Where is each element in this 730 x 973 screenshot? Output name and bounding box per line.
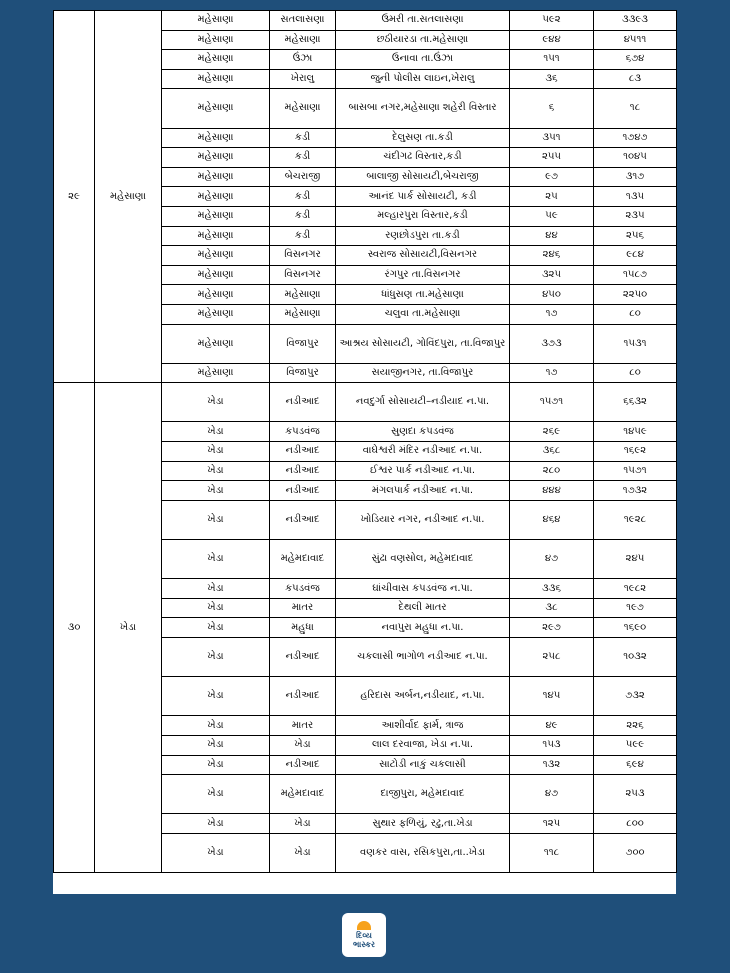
houses-cell: ૧૭ <box>510 304 594 324</box>
area-cell: બાલાજી સોસાયટી,બેચરાજી <box>336 167 510 187</box>
area-cell: આનંદ પાર્ક સોસાયટી, કડી <box>336 187 510 207</box>
houses-cell: ૩૬૮ <box>510 442 594 462</box>
area-cell: સુથાર ફળિયું, રઢુ,તા.ખેડા <box>336 814 510 834</box>
district-cell: મહેસાણા <box>162 167 270 187</box>
table-row <box>54 383 677 422</box>
houses-cell: ૪૪૪ <box>510 481 594 501</box>
houses-cell: ૩૫૧ <box>510 128 594 148</box>
houses-cell: ૧૧૮ <box>510 833 594 872</box>
area-cell: આશ્રય સોસાયટી, ગોવિંદપુરા, તા.વિજાપુર <box>336 324 510 363</box>
taluka-cell: કડી <box>270 187 336 207</box>
district-cell: મહેસાણા <box>162 187 270 207</box>
taluka-cell: કપડવંજ <box>270 422 336 442</box>
taluka-cell: કડી <box>270 128 336 148</box>
district-cell: ખેડા <box>162 598 270 618</box>
houses-cell: ૧૨૫ <box>510 814 594 834</box>
taluka-cell: માતર <box>270 716 336 736</box>
houses-cell: ૯૭ <box>510 167 594 187</box>
area-cell: દેથલી માતર <box>336 598 510 618</box>
population-cell: ૬૯૪ <box>594 755 677 775</box>
taluka-cell: વિસનગર <box>270 246 336 266</box>
district-cell: ખેડા <box>162 618 270 638</box>
taluka-cell: નડીઆદ <box>270 500 336 539</box>
district-cell: ખેડા <box>162 755 270 775</box>
houses-cell: ૯૪૪ <box>510 30 594 50</box>
district-cell: મહેસાણા <box>162 324 270 363</box>
population-cell: ૩૧૭ <box>594 167 677 187</box>
population-cell: ૧૭૪૭ <box>594 128 677 148</box>
area-cell: ચલુવા તા.મહેસાણા <box>336 304 510 324</box>
area-cell: ઈશ્વર પાર્ક નડીઆદ ન.પા. <box>336 461 510 481</box>
area-cell: સ્વરાજ સોસાયટી,વિસનગર <box>336 246 510 266</box>
area-cell: સયાજીનગર, તા.વિજાપુર <box>336 363 510 383</box>
district-cell: ખેડા <box>162 735 270 755</box>
area-cell: ખોડિયાર નગર, નડીઆદ ન.પા. <box>336 500 510 539</box>
district-cell: ખેડા <box>162 814 270 834</box>
district-cell: ખેડા <box>162 383 270 422</box>
houses-cell: ૨૫૫ <box>510 148 594 168</box>
taluka-cell: કપડવંજ <box>270 579 336 599</box>
district-cell: મહેસાણા <box>162 89 270 128</box>
area-cell: ધાંધુસણ તા.મહેસાણા <box>336 285 510 305</box>
district-cell: મહેસાણા <box>162 50 270 70</box>
population-cell: ૧૫૩૧ <box>594 324 677 363</box>
taluka-cell: નડીઆદ <box>270 677 336 716</box>
taluka-cell: નડીઆદ <box>270 442 336 462</box>
district-cell: મહેસાણા <box>162 148 270 168</box>
taluka-cell: મહેસાણા <box>270 89 336 128</box>
population-cell: ૧૯૨૮ <box>594 500 677 539</box>
taluka-cell: માતર <box>270 598 336 618</box>
houses-cell: ૪૬૪ <box>510 500 594 539</box>
area-cell: સાટોડી નાકું ચકલાસી <box>336 755 510 775</box>
taluka-cell: નડીઆદ <box>270 638 336 677</box>
area-cell: લાલ દરવાજા, ખેડા ન.પા. <box>336 735 510 755</box>
taluka-cell: ખેરાલુ <box>270 69 336 89</box>
district-group-cell: ખેડા <box>95 383 162 873</box>
district-cell: ખેડા <box>162 775 270 814</box>
houses-cell: ૪૭ <box>510 540 594 579</box>
serial-number-cell: ૩૦ <box>54 383 95 873</box>
taluka-cell: મહેસાણા <box>270 30 336 50</box>
serial-number-cell: ૨૯ <box>54 11 95 383</box>
district-cell: ખેડા <box>162 833 270 872</box>
population-cell: ૧૯૮૨ <box>594 579 677 599</box>
district-cell: ખેડા <box>162 442 270 462</box>
area-cell: નવાપુરા મહુધા ન.પા. <box>336 618 510 638</box>
taluka-cell: નડીઆદ <box>270 481 336 501</box>
population-cell: ૧૪૫૯ <box>594 422 677 442</box>
district-cell: મહેસાણા <box>162 265 270 285</box>
area-cell: મંગલપાર્ક નડીઆદ ન.પા. <box>336 481 510 501</box>
houses-cell: ૨૮૦ <box>510 461 594 481</box>
district-cell: ખેડા <box>162 579 270 599</box>
district-cell: મહેસાણા <box>162 30 270 50</box>
area-cell: દેલુસણ તા.કડી <box>336 128 510 148</box>
population-cell: ૧૯૭ <box>594 598 677 618</box>
area-cell: મલ્હારપુરા વિસ્તાર,કડી <box>336 206 510 226</box>
taluka-cell: કડી <box>270 226 336 246</box>
district-cell: ખેડા <box>162 638 270 677</box>
population-cell: ૨૪૫ <box>594 540 677 579</box>
area-cell: રણછોડપુરા તા.કડી <box>336 226 510 246</box>
district-cell: મહેસાણા <box>162 246 270 266</box>
population-cell: ૭૦૦ <box>594 833 677 872</box>
area-cell: બાસબા નગર,મહેસાણા શહેરી વિસ્તાર <box>336 89 510 128</box>
population-cell: ૨૫૬ <box>594 226 677 246</box>
houses-cell: ૨૪૬ <box>510 246 594 266</box>
population-cell: ૨૨૬ <box>594 716 677 736</box>
area-cell: આશીર્વાદ ફાર્મ, ત્રાજ <box>336 716 510 736</box>
area-cell: છઠીયારડા તા.મહેસાણા <box>336 30 510 50</box>
taluka-cell: કડી <box>270 148 336 168</box>
taluka-cell: નડીઆદ <box>270 461 336 481</box>
houses-cell: ૩૮ <box>510 598 594 618</box>
houses-cell: ૪૭ <box>510 775 594 814</box>
taluka-cell: ખેડા <box>270 735 336 755</box>
district-cell: મહેસાણા <box>162 128 270 148</box>
taluka-cell: કડી <box>270 206 336 226</box>
district-group-cell: મહેસાણા <box>95 11 162 383</box>
taluka-cell: વિસનગર <box>270 265 336 285</box>
population-cell: ૧૫૮૭ <box>594 265 677 285</box>
houses-cell: ૪૪ <box>510 226 594 246</box>
area-cell: નવદુર્ગા સોસાયટી–નડીયાદ ન.પા. <box>336 383 510 422</box>
taluka-cell: નડીઆદ <box>270 755 336 775</box>
taluka-cell: ખેડા <box>270 833 336 872</box>
houses-cell: ૨૯૭ <box>510 618 594 638</box>
population-cell: ૨૨૫૦ <box>594 285 677 305</box>
population-cell: ૭૩૨ <box>594 677 677 716</box>
taluka-cell: બેચરાજી <box>270 167 336 187</box>
area-cell: હરિદાસ અર્બન,નડીયાદ, ન.પા. <box>336 677 510 716</box>
taluka-cell: ખેડા <box>270 814 336 834</box>
houses-cell: ૩૬ <box>510 69 594 89</box>
area-cell: જુની પોલીસ લાઇન,ખેરાલુ <box>336 69 510 89</box>
houses-cell: ૪૫૦ <box>510 285 594 305</box>
population-cell: ૮૩ <box>594 69 677 89</box>
area-cell: સુણદા કપડવંજ <box>336 422 510 442</box>
district-cell: ખેડા <box>162 481 270 501</box>
houses-cell: ૪૯ <box>510 716 594 736</box>
houses-cell: ૨૫ <box>510 187 594 207</box>
population-cell: ૧૦૩૨ <box>594 638 677 677</box>
area-cell: ચંદીગઢ વિસ્તાર,કડી <box>336 148 510 168</box>
population-cell: ૨૫૩ <box>594 775 677 814</box>
population-cell: ૧૮ <box>594 89 677 128</box>
population-cell: ૫૯૯ <box>594 735 677 755</box>
houses-cell: ૧૩૨ <box>510 755 594 775</box>
district-cell: મહેસાણા <box>162 69 270 89</box>
taluka-cell: વિજાપુર <box>270 363 336 383</box>
district-cell: મહેસાણા <box>162 363 270 383</box>
logo-sun-icon <box>357 921 371 930</box>
area-cell: રંગપુર તા.વિસનગર <box>336 265 510 285</box>
population-cell: ૬૬૩૨ <box>594 383 677 422</box>
houses-cell: ૧૭ <box>510 363 594 383</box>
taluka-cell: મહુધા <box>270 618 336 638</box>
population-cell: ૧૫૭૧ <box>594 461 677 481</box>
taluka-cell: મહેમદાવાદ <box>270 540 336 579</box>
area-cell: દાજીપુરા, મહેમદાવાદ <box>336 775 510 814</box>
houses-cell: ૩૩૬ <box>510 579 594 599</box>
taluka-cell: મહેમદાવાદ <box>270 775 336 814</box>
district-cell: ખેડા <box>162 716 270 736</box>
population-cell: ૬૭૪ <box>594 50 677 70</box>
houses-cell: ૧૫૭૧ <box>510 383 594 422</box>
houses-cell: ૫૯ <box>510 206 594 226</box>
houses-cell: ૧૫૧ <box>510 50 594 70</box>
area-cell: વાઘેશ્વરી મંદિર નડીઆદ ન.પા. <box>336 442 510 462</box>
district-cell: ખેડા <box>162 677 270 716</box>
area-cell: ઘાંચીવાસ કપડવંજ ન.પા. <box>336 579 510 599</box>
taluka-cell: નડીઆદ <box>270 383 336 422</box>
population-cell: ૧૩૫ <box>594 187 677 207</box>
population-cell: ૮૦ <box>594 304 677 324</box>
population-cell: ૮૦૦ <box>594 814 677 834</box>
houses-cell: ૩૨૫ <box>510 265 594 285</box>
district-cell: મહેસાણા <box>162 206 270 226</box>
population-cell: ૧૭૩૨ <box>594 481 677 501</box>
population-cell: ૩૩૯૩ <box>594 11 677 31</box>
logo-text-line1: દિવ્ય <box>356 931 372 940</box>
district-cell: મહેસાણા <box>162 304 270 324</box>
taluka-cell: વિજાપુર <box>270 324 336 363</box>
table-body <box>54 11 677 873</box>
district-cell: મહેસાણા <box>162 11 270 31</box>
population-cell: ૨૩૫ <box>594 206 677 226</box>
area-cell: ચકલાસી ભાગોળ નડીઆદ ન.પા. <box>336 638 510 677</box>
district-cell: ખેડા <box>162 500 270 539</box>
logo-text-line2: ભાસ્કર <box>352 940 376 949</box>
houses-cell: ૧૪૫ <box>510 677 594 716</box>
area-cell: ઉનાવા તા.ઉંઝા <box>336 50 510 70</box>
district-cell: મહેસાણા <box>162 285 270 305</box>
taluka-cell: સતલાસણા <box>270 11 336 31</box>
houses-cell: ૧૫૩ <box>510 735 594 755</box>
population-cell: ૪૫૧૧ <box>594 30 677 50</box>
population-cell: ૧૬૯૨ <box>594 442 677 462</box>
houses-cell: ૨૬૯ <box>510 422 594 442</box>
document-sheet <box>53 10 676 894</box>
houses-cell: ૨૫૮ <box>510 638 594 677</box>
population-cell: ૮૦ <box>594 363 677 383</box>
area-cell: સુંઢા વણસોલ, મહેમદાવાદ <box>336 540 510 579</box>
population-cell: ૧૬૯૦ <box>594 618 677 638</box>
area-cell: વણકર વાસ, રસિકપુરા,તા..ખેડા <box>336 833 510 872</box>
district-cell: ખેડા <box>162 540 270 579</box>
containment-zone-table <box>53 10 677 873</box>
district-cell: ખેડા <box>162 422 270 442</box>
district-cell: મહેસાણા <box>162 226 270 246</box>
houses-cell: ૩૭૩ <box>510 324 594 363</box>
houses-cell: ૬ <box>510 89 594 128</box>
population-cell: ૧૦૪૫ <box>594 148 677 168</box>
area-cell: ઉમરી તા.સતલાસણા <box>336 11 510 31</box>
table-row <box>54 11 677 31</box>
taluka-cell: મહેસાણા <box>270 285 336 305</box>
houses-cell: ૫૯૨ <box>510 11 594 31</box>
taluka-cell: મહેસાણા <box>270 304 336 324</box>
divya-bhaskar-logo <box>342 913 386 957</box>
taluka-cell: ઉંઝા <box>270 50 336 70</box>
district-cell: ખેડા <box>162 461 270 481</box>
population-cell: ૯૮૪ <box>594 246 677 266</box>
